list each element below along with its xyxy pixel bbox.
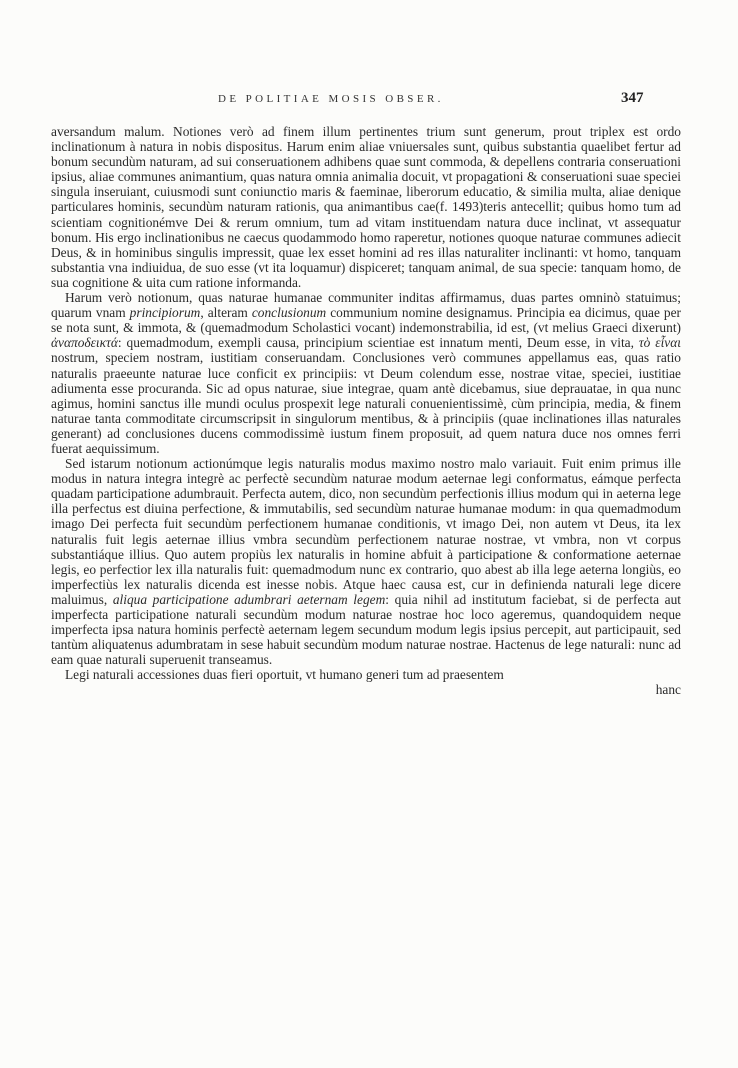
- italic-phrase: conclusionum: [251, 305, 327, 321]
- text-run: communium nomine designamus. Principia ea dicimus, quae per se nota sunt, & immota, & (quemadmodum Scholastici vocant) indemonstrabilia, id est, (vt melius Graeci dixerunt): [51, 305, 681, 336]
- paragraph-2: [51, 290, 681, 456]
- greek-phrase: τὸ εἶναι: [638, 335, 681, 351]
- text-run: : quia nihil ad institutum faciebat, si de perfecta aut imperfecta participatione naturali secundùm modum naturae nostrae hoc loco ageremus, quandoquidem neque imperfecta ipsa natura hominis perfectè aeternam legem secundum modum legis ipsius percepit, aut participauit, sed tantùm aliquatenus adumbratam in sese habuit secundùm modum naturae nostrae. Hactenus de lege naturali: nunc ad eam quae naturali superuenit transeamus.: [51, 591, 682, 668]
- text-run: Sed istarum notionum actionúmque legis naturalis modus maximo nostro malo variauit. Fuit enim primus ille modus in natura integra integrè ac perfectè secundùm naturae modum aeternae legi conformatus, eámque perfecta quadam participatione adumbrauit. Perfecta autem, dico, non secundùm perfectionis illius modum qui in aeterna lege illa perfectus est diuina perfectione, & immutabilis, sed secundùm naturae humanae modum: in qua quemadmodum imago Dei perfecta fuit secundùm perfectionem humanae conditionis, vt imago Dei, non autem vt Deus, ita lex naturalis fuit legis aeternae illius vmbra secundùm perfectionem naturae nostrae, vt vmbra, non vt corpus substantiáque illius. Quo autem propiùs lex naturalis in homine abfuit à participatione & conformatione aeternae legis, eo perfectior lex illa naturalis fuit: quemadmodum nunc ex contrario, quo abest ab illa lege aeterna longiùs, eo imperfectiùs lex naturalis dicenda est inesse nobis. Atque haec causa est, cur in definienda naturali lege dicere maluimus,: [51, 456, 681, 607]
- running-head: DE POLITIAE MOSIS OBSER.: [218, 93, 444, 105]
- body-text: [51, 124, 681, 698]
- paragraph-1: [51, 124, 681, 290]
- text-run: , alteram: [200, 305, 252, 321]
- text-run: Harum verò notionum, quas naturae humanae communiter inditas affirmamus, duas partes omninò statuimus; quarum vnam: [51, 290, 681, 321]
- text-run: Legi naturali accessiones duas fieri oportuit, vt humano generi tum ad praesentem: [65, 667, 504, 683]
- paragraph-3: [51, 456, 681, 667]
- text-run: aversandum malum. Notiones verò ad finem illum pertinentes trium sunt generum, prout triplex est ordo inclinationum à natura in nobis dispositus. Harum enim aliae vniuersales sunt, quibus substantia quaelibet fertur ad bonum secundùm naturam, ad sui conseruationem adhibens quae sunt commoda, & depellens contraria conseruationi ipsius, aliae communes animantium, quas natura omnia animalia docuit, vt propagationi & conseruationi suae speciei singula inseruiant, cuiusmodi sunt coniunctio maris & faeminae, liberorum educatio, & similia multa, aliae denique particulares hominis, secundùm naturam rationis, qua animantibus cae(f. 1493)teris antecellit; quibus homo tum ad scientiam cognitionémve Dei & rerum omnium, tum ad vitam instituendam natura duce inclinat, vt assequatur bonum. His ergo inclinationibus ne caecus quodammodo homo raperetur, notiones quoque naturae communes adiecit Deus, & in hominibus singulis impressit, quae lex esset homini ad res illas naturaliter inclinanti: vt homo, tanquam substantia vna indiuidua, de suo esse (vt ita loquamur) dispiceret; tanquam animal, de sua specie: tanquam homo, de sua cognitione & uita cum ratione informanda.: [51, 124, 681, 290]
- page-header: [0, 90, 738, 113]
- catchword: hanc: [655, 682, 681, 698]
- greek-phrase: ἀναποδεικτά: [51, 335, 118, 351]
- text-run: : quemadmodum, exempli causa, principium scientiae est innatum menti, Deum esse, in vita,: [117, 335, 639, 351]
- italic-phrase: principiorum: [129, 305, 201, 321]
- text-run: nostrum, speciem nostram, iustitiam conseruandam. Conclusiones verò communes appellamus eas, quas ratio naturalis praeeunte naturae luce conficit ex principiis: vt Deum colendum esse, nostrae vitae, speciei, iustitiae adiumenta esse procuranda. Sic ad opus naturae, siue integrae, quam antè dicebamus, siue deprauatae, in qua nunc agimus, homini sanctus ille mundi oculus prospexit lege naturali conuenientissimè, cùm principia, media, & finem naturae tanta commoditate circumscripsit in singulorum mentibus, & à principiis (quae inclinationes illas naturales generant) ad conclusiones ducens commodissimè iustum finem proposuit, ad quem natura duce nos omnes ferri fuerat aequissimum.: [51, 350, 681, 456]
- paragraph-4: [51, 667, 681, 682]
- italic-phrase: aliqua participatione adumbrari aeternam legem: [112, 591, 386, 607]
- page-number: 347: [621, 90, 644, 106]
